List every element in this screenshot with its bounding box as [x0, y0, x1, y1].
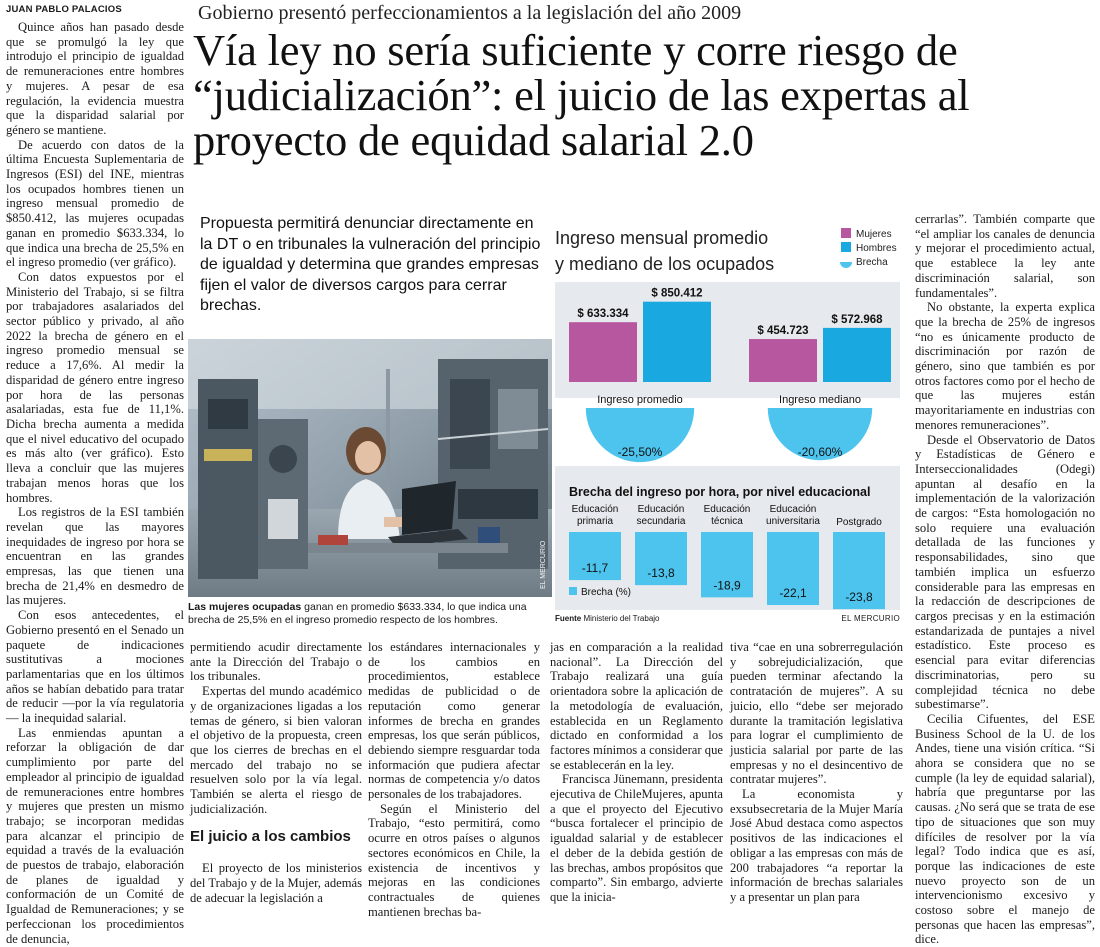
caption-lead: Las mujeres ocupadas [188, 601, 302, 613]
article-column-4 [550, 640, 723, 904]
photo-caption [188, 601, 552, 627]
paragraph: tiva “cae en una sobrerregulación y sobrejudicialización, que pueden terminar afectando la contratación de mujeres”. A su juicio, ello “debe ser mejorado durante la tramitación legislativa para lograr el cumplimiento de justicia salarial por parte de las empresas y no el desincentivo de contratar mujeres”. [730, 640, 903, 787]
article-column-3 [368, 640, 540, 919]
article-column-2 [190, 640, 362, 905]
category-label: Postgrado [836, 517, 882, 528]
category-label: Educación [769, 504, 817, 515]
paragraph: La economista y exsubsecretaria de la Mujer María José Abud destaca como aspectos positivos de las indicaciones el obligar a las empresas con más de 200 trabajadores “a reportar la información de brechas salariales y a presentar un plan para [730, 787, 903, 904]
chart-title-line: y mediano de los ocupados [555, 254, 775, 274]
bar-hombres [823, 328, 891, 382]
paragraph: Con datos expuestos por el Ministerio del Trabajo, si se filtra por trabajadores asalariados del sector público y privado, al año 2022 la brecha de género en el ingreso promedio mensual se reduce a 17,6%. Al medir la disparidad de género entre ingreso por hora de las personas asalariadas, esta fue de 11,1%. Dicha brecha aumenta a medida que el nivel educativo del ocupado es más alto (ver gráfico). Esto lleva a concluir que las mujeres trabajan menos horas que los hombres. [6, 269, 184, 505]
deck: Propuesta permitirá denunciar directamente en la DT o en tribunales la vulneración del principio de igualdad y determina que grandes empresas fijen el valor de diversos cargos para cerrar brechas. [200, 215, 541, 315]
paragraph: Según el Ministerio del Trabajo, “esto permitirá, como ocurre en otros países o algunos sectores económicos en Chile, la existencia de incentivos y mejoras en las condiciones contractuales de quienes mantienen brechas ba- [368, 801, 540, 919]
bar-value-label: -22,1 [779, 586, 807, 601]
paragraph: Los registros de la ESI también revelan que las mayores inequidades de ingreso por hora se encuentran en las grandes empresas, las que tienen una brecha de 21,4% en desmedro de las mujeres. [6, 505, 184, 608]
photo-credit: EL MERCURIO [540, 540, 547, 589]
bar-hombres [643, 302, 711, 382]
bar-value-label: $ 633.334 [577, 308, 629, 321]
byline: JUAN PABLO PALACIOS [6, 4, 122, 15]
bar-value-label: $ 572.968 [831, 313, 883, 326]
category-label: universitaria [766, 516, 820, 527]
bar-value-label: $ 454.723 [757, 325, 809, 338]
paragraph: permitiendo acudir directamente ante la Dirección del Trabajo o los tribunales. [190, 640, 362, 684]
source-label: Fuente [555, 614, 582, 623]
kicker: Gobierno presentó perfeccionamientos a la legislación del año 2009 [198, 2, 742, 24]
paragraph: Desde el Observatorio de Datos y Estadísticas de Género e Interseccionalidades (Odegi) apuntan al desafío en la implementación de la valorización de cargos: “Esta homologación no solo requiere una evaluación detallada de las funciones y responsabilidades, sino que también implica un esfuerzo considerable para las empresas en la redacción de descripciones de cargos precisas y en la estimación estandarizada de puntajes a nivel estadístico. Este proceso es esencial para evitar diferencias discriminatorias, pero su complejidad técnica no debe subestimarse”. [915, 432, 1095, 712]
caption-text: ganan en promedio $633.334, lo que indica una brecha de 25,5% en el ingreso promedio respecto de los hombres. [188, 601, 527, 626]
bar-value-label: -23,8 [845, 590, 873, 605]
bar-value-label: -13,8 [647, 566, 675, 581]
paragraph: Las enmiendas apuntan a reforzar la obligación de dar cumplimiento por parte del empleador al principio de igualdad de remuneraciones entre hombres y mujeres que presten un mismo trabajo; se incorporan medidas para alcanzar el principio de equidad a través de la evaluación de puestos de trabajo, elaboración de planes de igualdad y conformación de un Comité de Igualdad de Remuneraciones; y se perfeccionan los procedimientos de denuncia, [6, 725, 184, 946]
article-column-5 [730, 640, 903, 904]
infographic [555, 222, 900, 632]
article-column-6 [915, 212, 1095, 947]
category-label: técnica [711, 516, 743, 527]
gap-label: -25,50% [617, 445, 663, 459]
paragraph: Cecilia Cifuentes, del ESE Business School de la U. de los Andes, tiene una visión crítica. “Si ahora se considera que no se cumple (la ley de equidad salarial), habría que preguntarse por las causas. ¿No será que se trata de ese tipo de situaciones que son muy difíciles de resolver por la vía legal? Todo indica que es así, porque las indicaciones de este nuevo proyecto son de un intervencionismo excesivo y costoso sobre el manejo de personas que hacen las empresas”, dice. [915, 711, 1095, 947]
paragraph: los estándares internacionales y de los cambios en procedimientos, establece medidas de publicidad o de reputación como generar informes de brecha en grandes empresas, los que serán públicos, debiendo siempre resguardar toda información que pudiera afectar normas de competencia y/o datos personales de los trabajadores. [368, 640, 540, 802]
legend-swatch [841, 228, 851, 238]
paragraph: De acuerdo con datos de la última Encuesta Suplementaria de Ingresos (ESI) del INE, mientras los ocupados hombres tienen un ingreso mensual promedio de $850.412, las mujeres ocupadas ganan en promedio $633.334, lo que indica una brecha de 25,5% en el ingreso promedio (ver gráfico). [6, 137, 184, 270]
paragraph: Francisca Jünemann, presidenta ejecutiva de ChileMujeres, apunta a que el proyecto del Ejecutivo “busca fortalecer el principio de igualdad salarial y de establecer el deber de la debida gestión de las brechas, ambos propósitos que comparto”. Sin embargo, advierte que la inicia- [550, 772, 723, 904]
source-text: Ministerio del Trabajo [583, 614, 660, 623]
paragraph: El proyecto de los ministerios del Trabajo y de la Mujer, además de adecuar la legislación a [190, 861, 362, 905]
category-label: Ingreso mediano [779, 394, 861, 406]
bar-value-label: -11,7 [581, 561, 609, 576]
paragraph: No obstante, la experta explica que la brecha de 25% de ingresos “no es únicamente producto de discriminación por razón de género, sino que también es por otros factores como por el hecho de que las mujeres están mayoritariamente en industrias con menores remuneraciones”. [915, 300, 1095, 432]
legend-label: Mujeres [856, 229, 892, 240]
paragraph: cerrarlas”. También comparte que “el ampliar los canales de denuncia y mejorar el procedimiento actual, que establece la ley ante discriminación salarial, son fundamentales”. [915, 212, 1095, 300]
category-label: Ingreso promedio [597, 394, 683, 406]
chart-title-line: Ingreso mensual promedio [555, 228, 769, 248]
category-label: Educación [637, 504, 685, 515]
infographic-svg [555, 222, 900, 614]
source-brand: EL MERCURIO [841, 614, 900, 623]
paragraph: Quince años han pasado desde que se promulgó la ley que introdujo el principio de igualdad de remuneraciones entre hombres y mujeres. A pesar de esa regulación, la evidencia muestra que la disparidad salarial por género se mantiene. [6, 20, 184, 137]
article-photo [188, 339, 552, 597]
paragraph: Con esos antecedentes, el Gobierno presentó en el Senado un paquete de indicaciones sustitutivas a mociones parlamentarias que en los últimos años se habían debatido para tratar de reducir —por la vía regulatoria— la inequidad salarial. [6, 608, 184, 726]
bar-value-label: $ 850.412 [651, 287, 703, 300]
bar-mujeres [749, 339, 817, 382]
legend-swatch [840, 262, 852, 268]
paragraph: jas en comparación a la realidad nacional”. La Dirección del Trabajo realizará una guía orientadora sobre la aplicación de la metodología de evaluación, establecida en un Reglamento dictado en conformidad a los factores mínimos a considerar que se establecerán en la ley. [550, 640, 723, 772]
lab-photo [188, 339, 552, 597]
bar-mujeres [569, 322, 637, 382]
legend-label: Hombres [856, 243, 897, 254]
chart-source [555, 614, 900, 623]
headline: Vía ley no sería suficiente y corre riesgo de “judicialización”: el juicio de las expertas al proyecto de equidad salarial 2.0 [193, 25, 970, 165]
gap-label: -20,60% [797, 445, 843, 459]
category-label: primaria [576, 516, 614, 527]
category-label: Educación [703, 504, 751, 515]
legend-label: Brecha (%) [581, 587, 632, 598]
chart-title: Brecha del ingreso por hora, por nivel educacional [569, 485, 871, 499]
section-subhead: El juicio a los cambios [190, 828, 351, 846]
category-label: secundaria [636, 516, 686, 527]
article-column-1 [6, 20, 184, 946]
legend-swatch [569, 587, 577, 595]
bar-value-label: -18,9 [713, 578, 741, 593]
paragraph: Expertas del mundo académico y de organizaciones ligadas a los temas de género, si bien valoran el objetivo de la propuesta, creen que los cierres de brechas en el mercado del trabajo no se resuelven solo por la vía legal. También se alerta el riesgo de judicialización. [190, 684, 362, 816]
category-label: Educación [571, 504, 619, 515]
legend-label: Brecha [856, 257, 888, 268]
legend-swatch [841, 242, 851, 252]
